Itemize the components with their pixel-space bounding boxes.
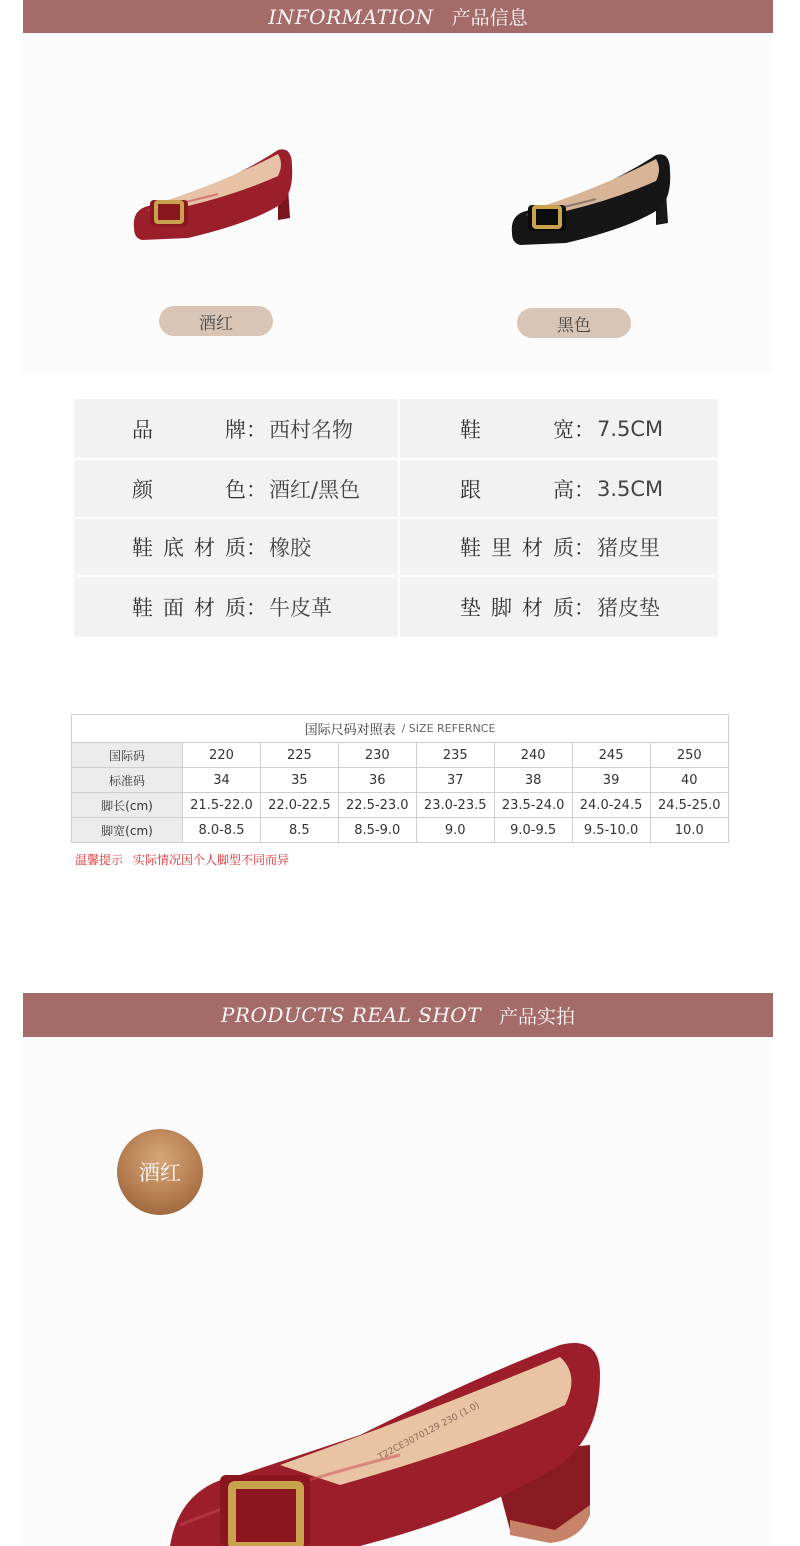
- size-cell: 34: [183, 768, 261, 793]
- spec-value: 7.5CM: [597, 416, 664, 441]
- size-cell: 8.0-8.5: [183, 818, 261, 843]
- spec-upper-material: 鞋面材质 ： 牛皮革: [74, 577, 398, 637]
- tip-text: 实际情况因个人脚型不同而异: [133, 853, 290, 867]
- size-cell: 39: [572, 768, 650, 793]
- size-cell: 8.5-9.0: [338, 818, 416, 843]
- color-badge-label: 酒红: [139, 1161, 181, 1185]
- spec-shoe-width: 鞋宽 ： 7.5CM: [400, 399, 718, 458]
- spec-label: 鞋面材质: [132, 596, 246, 620]
- color-badge-red: [117, 1129, 203, 1215]
- color-pill-red[interactable]: [159, 306, 273, 336]
- size-chart-table: [72, 743, 728, 842]
- information-banner: [23, 0, 773, 33]
- size-cell: 225: [260, 743, 338, 768]
- spec-label: 鞋底材质: [132, 536, 246, 560]
- size-row-head: 脚长(cm): [72, 793, 183, 818]
- spec-label: 跟高: [460, 477, 574, 502]
- size-cell: 240: [494, 743, 572, 768]
- size-row-head: 脚宽(cm): [72, 818, 183, 843]
- red-shoe-image: [128, 140, 298, 250]
- spec-color: 颜色 ： 酒红/黑色: [74, 460, 398, 517]
- spec-sole-material: 鞋底材质 ： 橡胶: [74, 519, 398, 575]
- size-chart-title: [72, 715, 728, 743]
- spec-value: 牛皮革: [269, 596, 332, 620]
- size-cell: 24.5-25.0: [650, 793, 728, 818]
- black-shoe-image: [506, 145, 676, 255]
- size-cell: 10.0: [650, 818, 728, 843]
- size-cell: 230: [338, 743, 416, 768]
- size-cell: 21.5-22.0: [183, 793, 261, 818]
- spec-heel-height: 跟高 ： 3.5CM: [400, 460, 718, 517]
- size-cell: 9.5-10.0: [572, 818, 650, 843]
- banner-title-en: INFORMATION: [268, 4, 434, 29]
- color-label-red: 酒红: [199, 313, 233, 334]
- size-row: [72, 768, 728, 793]
- size-cell: 23.5-24.0: [494, 793, 572, 818]
- size-cell: 250: [650, 743, 728, 768]
- banner-title-en: PRODUCTS REAL SHOT: [220, 1003, 482, 1027]
- size-cell: 24.0-24.5: [572, 793, 650, 818]
- real-shot-banner: [23, 993, 773, 1037]
- spec-value: 橡胶: [269, 536, 311, 560]
- size-row: [72, 818, 728, 843]
- spec-insole-material: 垫脚材质 ： 猪皮垫: [400, 577, 718, 637]
- spec-value: 酒红/黑色: [269, 477, 361, 502]
- size-cell: 235: [416, 743, 494, 768]
- size-chart: [71, 714, 729, 843]
- size-cell: 22.5-23.0: [338, 793, 416, 818]
- size-cell: 220: [183, 743, 261, 768]
- size-row: [72, 743, 728, 768]
- spec-brand: 品牌 ： 西村名物: [74, 399, 398, 458]
- spec-label: 品牌: [132, 417, 246, 442]
- size-cell: 37: [416, 768, 494, 793]
- tip-label: 温馨提示: [75, 853, 124, 867]
- size-cell: 9.0: [416, 818, 494, 843]
- size-row: [72, 793, 728, 818]
- size-row-head: 标准码: [72, 768, 183, 793]
- banner-title-cn: 产品实拍: [499, 1005, 576, 1028]
- product-spec-table: [74, 399, 718, 635]
- color-label-black: 黑色: [557, 315, 591, 336]
- color-pill-black[interactable]: [517, 308, 631, 338]
- size-cell: 36: [338, 768, 416, 793]
- size-cell: 8.5: [260, 818, 338, 843]
- spec-value: 猪皮里: [597, 536, 660, 560]
- size-cell: 38: [494, 768, 572, 793]
- size-tip: [75, 851, 289, 868]
- spec-value: 西村名物: [269, 417, 353, 442]
- spec-label: 颜色: [132, 477, 246, 502]
- insole-print: T22CE3070129 230 (1.0): [376, 1400, 482, 1463]
- size-cell: 22.0-22.5: [260, 793, 338, 818]
- size-row-head: 国际码: [72, 743, 183, 768]
- size-chart-title-en: / SIZE REFERNCE: [401, 722, 496, 735]
- size-cell: 245: [572, 743, 650, 768]
- spec-label: 鞋宽: [460, 417, 574, 442]
- spec-label: 垫脚材质: [460, 596, 574, 620]
- spec-value: 猪皮垫: [597, 596, 660, 620]
- spec-label: 鞋里材质: [460, 536, 574, 560]
- red-shoe-large-image: [160, 1335, 620, 1546]
- banner-title-cn: 产品信息: [451, 7, 528, 29]
- size-cell: 23.0-23.5: [416, 793, 494, 818]
- size-cell: 40: [650, 768, 728, 793]
- size-cell: 9.0-9.5: [494, 818, 572, 843]
- spec-value: 3.5CM: [597, 476, 664, 501]
- size-chart-title-cn: 国际尺码对照表: [304, 723, 396, 738]
- size-cell: 35: [260, 768, 338, 793]
- spec-lining-material: 鞋里材质 ： 猪皮里: [400, 519, 718, 575]
